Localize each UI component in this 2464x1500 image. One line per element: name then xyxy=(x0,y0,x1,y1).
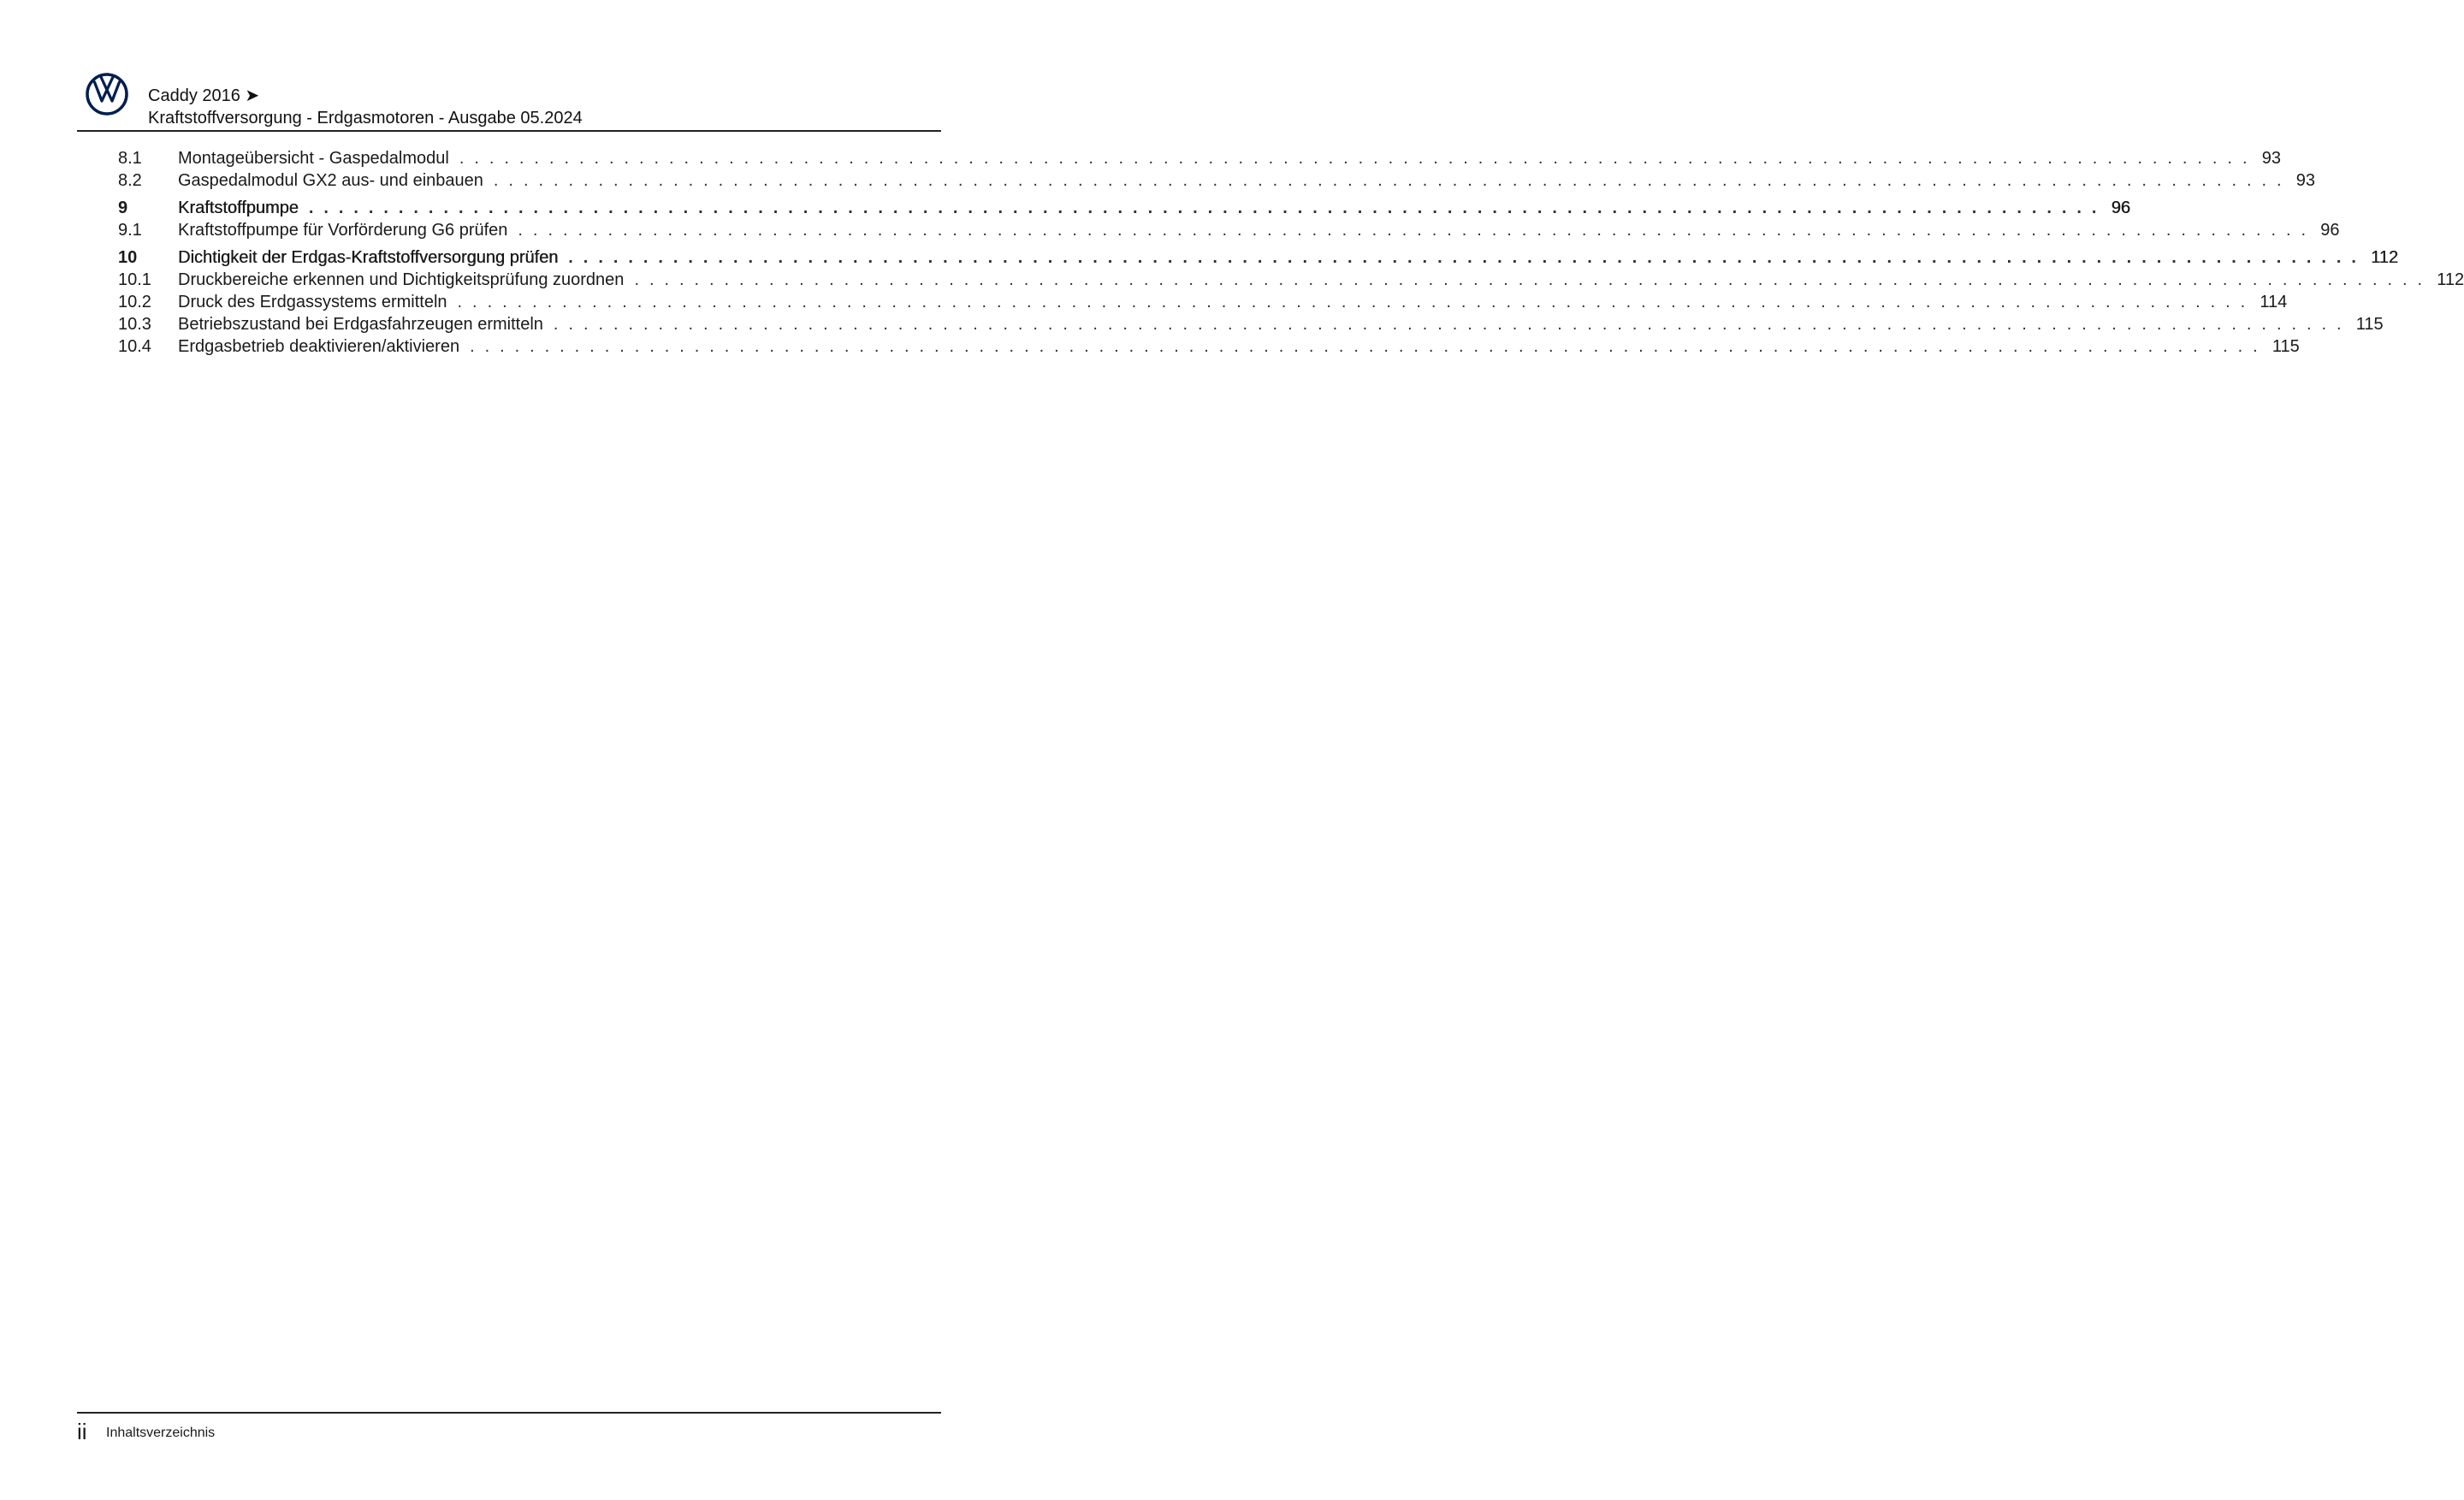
toc-entry-title: Druckbereiche erkennen und Dichtigkeitsprüfung zuordnen xyxy=(178,270,625,289)
toc-entry-page: 93 xyxy=(2261,149,2281,168)
toc-dot-leader: . . . . . . . . . . . . . . . . . . . . . . . . . . . . . . . . . . . . . . . . . . . . . . . . . . . . . . . . . . . . . . . . . . . . . . . . . . . . . . . . . . . . . . . . . . . . . . . . . . . . . . . . . . . . . . . . . . . . . . . . xyxy=(568,248,2360,267)
toc-entry[interactable] xyxy=(118,219,2340,241)
toc-dot-leader: . . . . . . . . . . . . . . . . . . . . . . . . . . . . . . . . . . . . . . . . . . . . . . . . . . . . . . . . . . . . . . . . . . . . . . . . . . . . . . . . . . . . . . . . . . . . . . . . . . . . . . . . . . . . . . . . . . . . . . . . xyxy=(457,293,2248,311)
toc-entry-number: 10 xyxy=(118,248,138,267)
toc-entry-number: 9.1 xyxy=(118,221,142,240)
page-number: ii xyxy=(77,1419,87,1444)
toc-entry-page: 96 xyxy=(2111,199,2130,217)
toc-entry[interactable] xyxy=(118,335,2300,358)
toc-entry-number: 10.3 xyxy=(118,315,151,334)
page-header xyxy=(77,68,941,132)
toc-entry[interactable] xyxy=(118,291,2288,313)
document-subtitle: Kraftstoffversorgung - Erdgasmotoren - Ausgabe 05.2024 xyxy=(148,109,583,127)
toc-dot-leader: . . . . . . . . . . . . . . . . . . . . . . . . . . . . . . . . . . . . . . . . . . . . . . . . . . . . . . . . . . . . . . . . . . . . . . . . . . . . . . . . . . . . . . . . . . . . . . . . . . . . . . . . . . . . . . . . . . . . . . . . xyxy=(308,199,2100,217)
section-label: Inhaltsverzeichnis xyxy=(106,1426,216,1440)
toc-entry-page: 112 xyxy=(2371,248,2399,267)
toc-dot-leader: . . . . . . . . . . . . . . . . . . . . . . . . . . . . . . . . . . . . . . . . . . . . . . . . . . . . . . . . . . . . . . . . . . . . . . . . . . . . . . . . . . . . . . . . . . . . . . . . . . . . . . . . . . . . . . . . . . . . . . . . xyxy=(493,171,2284,190)
toc-entry-title: Dichtigkeit der Erdgas-Kraftstoffversorgung prüfen xyxy=(178,248,559,267)
toc-chapter-entry[interactable] xyxy=(118,197,2130,219)
table-of-contents xyxy=(118,147,2464,358)
toc-entry-page: 93 xyxy=(2295,171,2316,190)
toc-dot-leader: . . . . . . . . . . . . . . . . . . . . . . . . . . . . . . . . . . . . . . . . . . . . . . . . . . . . . . . . . . . . . . . . . . . . . . . . . . . . . . . . . . . . . . . . . . . . . . . . . . . . . . . . . . . . . . . . . . . . . . . . xyxy=(553,315,2344,334)
page-footer xyxy=(77,1412,941,1448)
toc-dot-leader: . . . . . . . . . . . . . . . . . . . . . . . . . . . . . . . . . . . . . . . . . . . . . . . . . . . . . . . . . . . . . . . . . . . . . . . . . . . . . . . . . . . . . . . . . . . . . . . . . . . . . . . . . . . . . . . . . . . . . . . . xyxy=(518,221,2309,240)
toc-entry-number: 8.1 xyxy=(118,149,142,168)
toc-entry-number: 8.2 xyxy=(118,171,142,190)
toc-entry-page: 114 xyxy=(2260,293,2288,311)
volkswagen-logo-icon xyxy=(86,73,128,116)
toc-entry-page: 112 xyxy=(2437,270,2464,289)
toc-entry-title: Montageübersicht - Gaspedalmodul xyxy=(178,149,449,168)
toc-dot-leader: . . . . . . . . . . . . . . . . . . . . . . . . . . . . . . . . . . . . . . . . . . . . . . . . . . . . . . . . . . . . . . . . . . . . . . . . . . . . . . . . . . . . . . . . . . . . . . . . . . . . . . . . . . . . . . . . . . . . . . . . xyxy=(470,337,2260,356)
toc-entry[interactable] xyxy=(118,313,2384,335)
toc-entry-number: 9 xyxy=(118,199,128,217)
toc-entry-number: 10.4 xyxy=(118,337,151,356)
toc-dot-leader: . . . . . . . . . . . . . . . . . . . . . . . . . . . . . . . . . . . . . . . . . . . . . . . . . . . . . . . . . . . . . . . . . . . . . . . . . . . . . . . . . . . . . . . . . . . . . . . . . . . . . . . . . . . . . . . . . . . . . . . . xyxy=(634,270,2426,289)
toc-entry-title: Erdgasbetrieb deaktivieren/aktivieren xyxy=(178,337,460,356)
toc-entry-title: Betriebszustand bei Erdgasfahrzeugen ermitteln xyxy=(178,315,543,334)
toc-entry-page: 96 xyxy=(2320,221,2340,240)
toc-entry-title: Druck des Erdgassystems ermitteln xyxy=(178,293,447,311)
toc-dot-leader: . . . . . . . . . . . . . . . . . . . . . . . . . . . . . . . . . . . . . . . . . . . . . . . . . . . . . . . . . . . . . . . . . . . . . . . . . . . . . . . . . . . . . . . . . . . . . . . . . . . . . . . . . . . . . . . . . . . . . . . . xyxy=(459,149,2250,168)
toc-entry[interactable] xyxy=(118,147,2281,169)
document-title: Caddy 2016 ➤ xyxy=(148,86,260,105)
toc-entry-number: 10.2 xyxy=(118,293,151,311)
toc-entry[interactable] xyxy=(118,169,2316,192)
toc-entry-title: Kraftstoffpumpe xyxy=(178,199,299,217)
toc-entry-title: Kraftstoffpumpe für Vorförderung G6 prüfen xyxy=(178,221,508,240)
toc-chapter-entry[interactable] xyxy=(118,246,2399,269)
toc-entry[interactable] xyxy=(118,269,2464,291)
toc-entry-title: Gaspedalmodul GX2 aus- und einbauen xyxy=(178,171,483,190)
toc-entry-page: 115 xyxy=(2355,315,2384,334)
toc-entry-number: 10.1 xyxy=(118,270,151,289)
toc-entry-page: 115 xyxy=(2272,337,2300,356)
